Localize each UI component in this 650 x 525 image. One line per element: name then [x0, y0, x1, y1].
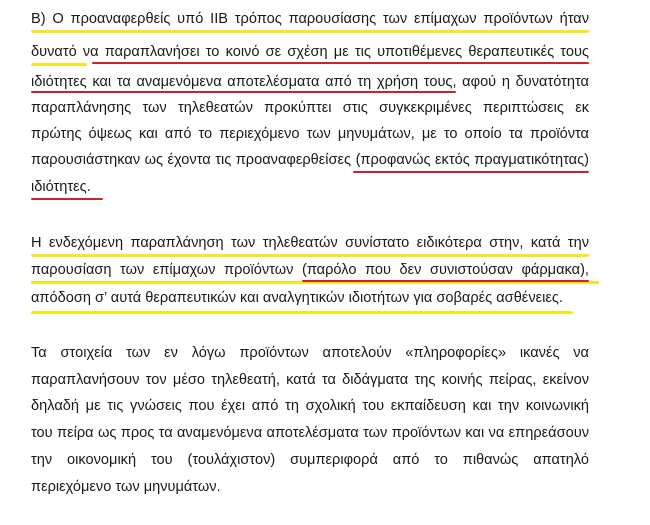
p3-line-1: Τα στοιχεία των εν λόγω προϊόντων αποτελούν «πληροφορίες» ικανές να	[31, 345, 589, 361]
yellow-underline-p1-l1	[31, 30, 589, 33]
p3-line-6: περιεχόμενο των μηνυμάτων.	[31, 479, 221, 495]
p1-line-1: Β) Ο προαναφερθείς υπό ΙΙΒ τρόπος παρουσίασης των επίμαχων προϊόντων ήταν	[31, 11, 589, 27]
p2-line-2: παρουσίαση των επίμαχων προϊόντων (παρόλο που δεν συνιστούσαν φάρμακα),	[31, 262, 589, 278]
yellow-underline-p1-l2	[31, 63, 87, 66]
red-underline-p1-l3	[31, 91, 456, 93]
p1-line-5: πρώτης όψεως και από το περιεχόμενο των μηνυμάτων, με το οποίο τα προϊόντα	[31, 126, 589, 142]
red-underline-p1-l6	[353, 171, 589, 173]
yellow-underline-p2-l3	[31, 311, 573, 314]
p3-line-4: του πείρα ως προς τα αναμενόμενα αποτελέσματα των προϊόντων και να επηρεάσουν	[31, 425, 589, 441]
p1-line-7: ιδιότητες.	[31, 179, 91, 195]
red-underline-p1-l2	[92, 62, 589, 64]
p1-line-2: δυνατό να παραπλανήσει το κοινό σε σχέση με τις υποτιθέμενες θεραπευτικές τους	[31, 44, 589, 60]
p2-line-3: απόδοση σ’ αυτά θεραπευτικών και αναλγητικών ιδιοτήτων για σοβαρές ασθένειες.	[31, 290, 563, 306]
p2-line-1: Η ενδεχόμενη παραπλάνηση των τηλεθεατών συνίστατο ειδικότερα στην, κατά την	[31, 235, 589, 251]
p1-line-6: παρουσιάστηκαν ως έχοντα τις προαναφερθείσες (προφανώς εκτός πραγματικότητας)	[31, 152, 589, 168]
red-underline-p2-l2	[302, 280, 589, 282]
p3-line-2: παραπλανήσουν τον μέσο τηλεθεατή, κατά τα διδάγματα της κοινής πείρας, εκείνον	[31, 372, 589, 388]
red-underline-p1-l7	[31, 198, 103, 200]
p3-line-5: την οικονομική του (τουλάχιστον) συμπεριφορά από το πιθανώς απατηλό	[31, 452, 589, 468]
p1-line-4: παραπλάνησης των τηλεθεατών προκύπτει στις συγκεκριμένες περιπτώσεις εκ	[31, 100, 589, 116]
p3-line-3: δηλαδή με τις γνώσεις που έχει από τη σχολική του εκπαίδευση και την κοινωνική	[31, 398, 589, 414]
yellow-underline-p2-l1	[31, 254, 589, 257]
p1-line-3: ιδιότητες και τα αναμενόμενα αποτελέσματα από τη χρήση τους, αφού η δυνατότητα	[31, 74, 589, 90]
